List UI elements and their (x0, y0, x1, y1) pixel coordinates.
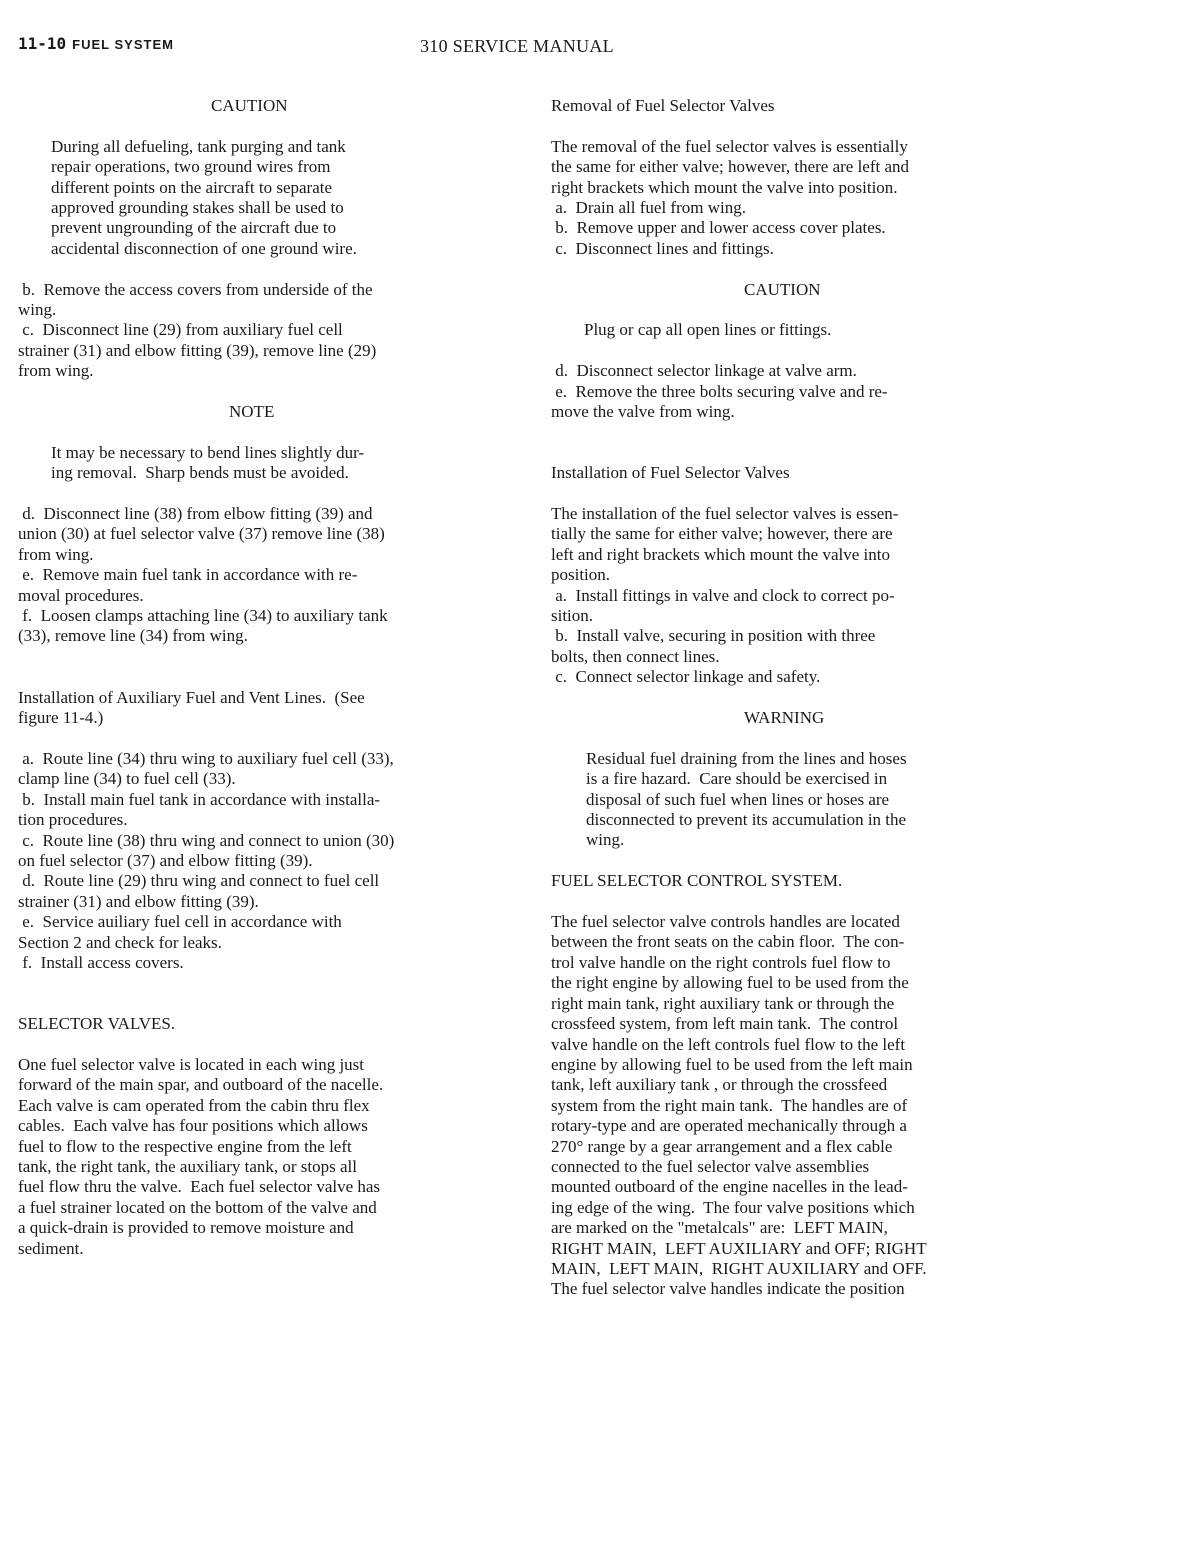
warning-line: is a fire hazard. Care should be exercised in (586, 769, 888, 789)
warning-line: wing. (586, 830, 625, 850)
control-line: right main tank, right auxiliary tank or through the (551, 993, 895, 1013)
install-step: on fuel selector (37) and elbow fitting (39). (18, 850, 313, 870)
selector-line: fuel flow thru the valve. Each fuel selector valve has (18, 1177, 381, 1197)
selector-line: sediment. (18, 1238, 84, 1258)
control-line: MAIN, LEFT MAIN, RIGHT AUXILIARY and OFF. (551, 1258, 927, 1278)
removal-line: The removal of the fuel selector valves is essentially (551, 136, 908, 156)
selector-line: a fuel strainer located on the bottom of the valve and (18, 1197, 377, 1217)
step-line: moval procedures. (18, 585, 144, 605)
selector-line: One fuel selector valve is located in each wing just (18, 1054, 365, 1074)
control-line: ing edge of the wing. The four valve positions which (551, 1197, 915, 1217)
manual-title: 310 SERVICE MANUAL (420, 36, 614, 56)
install-line: tially the same for either valve; however, there are (551, 524, 893, 544)
page-header-left (18, 34, 174, 53)
install-step: f. Install access covers. (18, 952, 184, 972)
caution-line: accidental disconnection of one ground wire. (51, 238, 357, 258)
control-line: mounted outboard of the engine nacelles in the lead- (551, 1177, 908, 1197)
removal-line: the same for either valve; however, there are left and (551, 157, 910, 177)
control-line: connected to the fuel selector valve assemblies (551, 1156, 870, 1176)
step-line: (33), remove line (34) from wing. (18, 626, 248, 646)
caution-line: Plug or cap all open lines or fittings. (584, 320, 832, 340)
install-heading-line: figure 11-4.) (18, 708, 104, 728)
selector-line: fuel to flow to the respective engine from the left (18, 1136, 352, 1156)
control-line: between the front seats on the cabin floor. The con- (551, 932, 905, 952)
control-line: system from the right main tank. The handles are of (551, 1095, 908, 1115)
install-step: d. Route line (29) thru wing and connect to fuel cell (18, 871, 380, 891)
removal-line: b. Remove upper and lower access cover plates. (551, 218, 886, 238)
step-line: b. Remove the access covers from underside of the (18, 279, 373, 299)
install-line: sition. (551, 606, 594, 626)
step-line: strainer (31) and elbow fitting (39), remove line (29) (18, 340, 377, 360)
install-step: clamp line (34) to fuel cell (33). (18, 769, 236, 789)
control-line: The fuel selector valve controls handles are located (551, 912, 900, 932)
removal-line: c. Disconnect lines and fittings. (551, 238, 774, 258)
control-line: engine by allowing fuel to be used from the left main (551, 1054, 913, 1074)
right-column (551, 96, 1051, 1300)
page-number: 11-10 (18, 34, 67, 53)
warning-heading: WARNING (744, 708, 825, 728)
section-title: FUEL SYSTEM (72, 37, 174, 52)
install-step: b. Install main fuel tank in accordance with installa- (18, 789, 381, 809)
install-step: tion procedures. (18, 810, 128, 830)
step-line: d. Disconnect line (38) from elbow fitting (39) and (18, 504, 373, 524)
caution-line: repair operations, two ground wires from (51, 157, 331, 177)
selector-line: tank, the right tank, the auxiliary tank, or stops all (18, 1156, 357, 1176)
warning-line: disposal of such fuel when lines or hoses are (586, 789, 890, 809)
install-step: c. Route line (38) thru wing and connect to union (30) (18, 830, 395, 850)
step-line: from wing. (18, 361, 94, 381)
warning-line: Residual fuel draining from the lines and hoses (586, 748, 907, 768)
selector-valves-heading: SELECTOR VALVES. (18, 1014, 176, 1034)
step-line: wing. (18, 300, 57, 320)
install-heading-line: Installation of Auxiliary Fuel and Vent Lines. (See (18, 687, 365, 707)
removal-step: d. Disconnect selector linkage at valve arm. (551, 361, 857, 381)
caution-heading-right: CAUTION (744, 279, 821, 299)
step-line: e. Remove main fuel tank in accordance with re- (18, 565, 358, 585)
selector-line: cables. Each valve has four positions which allows (18, 1116, 368, 1136)
install-step: e. Service auiliary fuel cell in accordance with (18, 912, 342, 932)
note-line: ing removal. Sharp bends must be avoided. (51, 463, 349, 483)
step-line: f. Loosen clamps attaching line (34) to auxiliary tank (18, 606, 388, 626)
removal-step: move the valve from wing. (551, 402, 735, 422)
selector-line: forward of the main spar, and outboard of the nacelle. (18, 1075, 384, 1095)
caution-line: During all defueling, tank purging and tank (51, 136, 346, 156)
left-column (18, 96, 518, 1259)
install-step: strainer (31) and elbow fitting (39). (18, 891, 259, 911)
control-line: are marked on the "metalcals" are: LEFT MAIN, (551, 1218, 888, 1238)
removal-step: e. Remove the three bolts securing valve and re- (551, 381, 888, 401)
install-step: a. Route line (34) thru wing to auxiliary fuel cell (33), (18, 748, 394, 768)
control-line: rotary-type and are operated mechanically through a (551, 1116, 907, 1136)
warning-line: disconnected to prevent its accumulation in the (586, 810, 907, 830)
caution-line: approved grounding stakes shall be used to (51, 198, 344, 218)
step-line: union (30) at fuel selector valve (37) remove line (38) (18, 524, 385, 544)
install-line: b. Install valve, securing in position with three (551, 626, 876, 646)
caution-block-right (551, 320, 1051, 340)
note-heading: NOTE (229, 402, 275, 422)
caution-line: prevent ungrounding of the aircraft due to (51, 218, 337, 238)
install-line: left and right brackets which mount the valve into (551, 544, 890, 564)
removal-line: right brackets which mount the valve into position. (551, 177, 898, 197)
selector-line: a quick-drain is provided to remove moisture and (18, 1218, 354, 1238)
warning-block (551, 749, 1051, 851)
step-line: from wing. (18, 544, 94, 564)
step-line: c. Disconnect line (29) from auxiliary fuel cell (18, 320, 343, 340)
install-line: The installation of the fuel selector valves is essen- (551, 504, 899, 524)
control-line: the right engine by allowing fuel to be used from the (551, 973, 909, 993)
control-line: trol valve handle on the right controls fuel flow to (551, 952, 891, 972)
caution-line: different points on the aircraft to separate (51, 177, 333, 197)
control-line: 270° range by a gear arrangement and a flex cable (551, 1136, 893, 1156)
note-block (18, 443, 518, 484)
control-line: RIGHT MAIN, LEFT AUXILIARY and OFF; RIGHT (551, 1238, 927, 1258)
control-line: The fuel selector valve handles indicate the position (551, 1279, 905, 1299)
install-line: position. (551, 565, 611, 585)
control-line: tank, left auxiliary tank , or through the crossfeed (551, 1075, 888, 1095)
caution-heading: CAUTION (211, 96, 288, 115)
install-selector-heading: Installation of Fuel Selector Valves (551, 463, 790, 483)
removal-heading: Removal of Fuel Selector Valves (551, 96, 775, 115)
caution-block (18, 137, 518, 259)
install-line: c. Connect selector linkage and safety. (551, 667, 821, 687)
install-line: a. Install fittings in valve and clock to correct po- (551, 585, 895, 605)
control-line: valve handle on the left controls fuel flow to the left (551, 1034, 906, 1054)
selector-line: Each valve is cam operated from the cabin thru flex (18, 1095, 370, 1115)
install-line: bolts, then connect lines. (551, 646, 720, 666)
control-system-heading: FUEL SELECTOR CONTROL SYSTEM. (551, 871, 843, 891)
note-line: It may be necessary to bend lines slightly dur- (51, 442, 365, 462)
control-line: crossfeed system, from left main tank. The control (551, 1014, 899, 1034)
removal-line: a. Drain all fuel from wing. (551, 198, 746, 218)
install-step: Section 2 and check for leaks. (18, 932, 222, 952)
